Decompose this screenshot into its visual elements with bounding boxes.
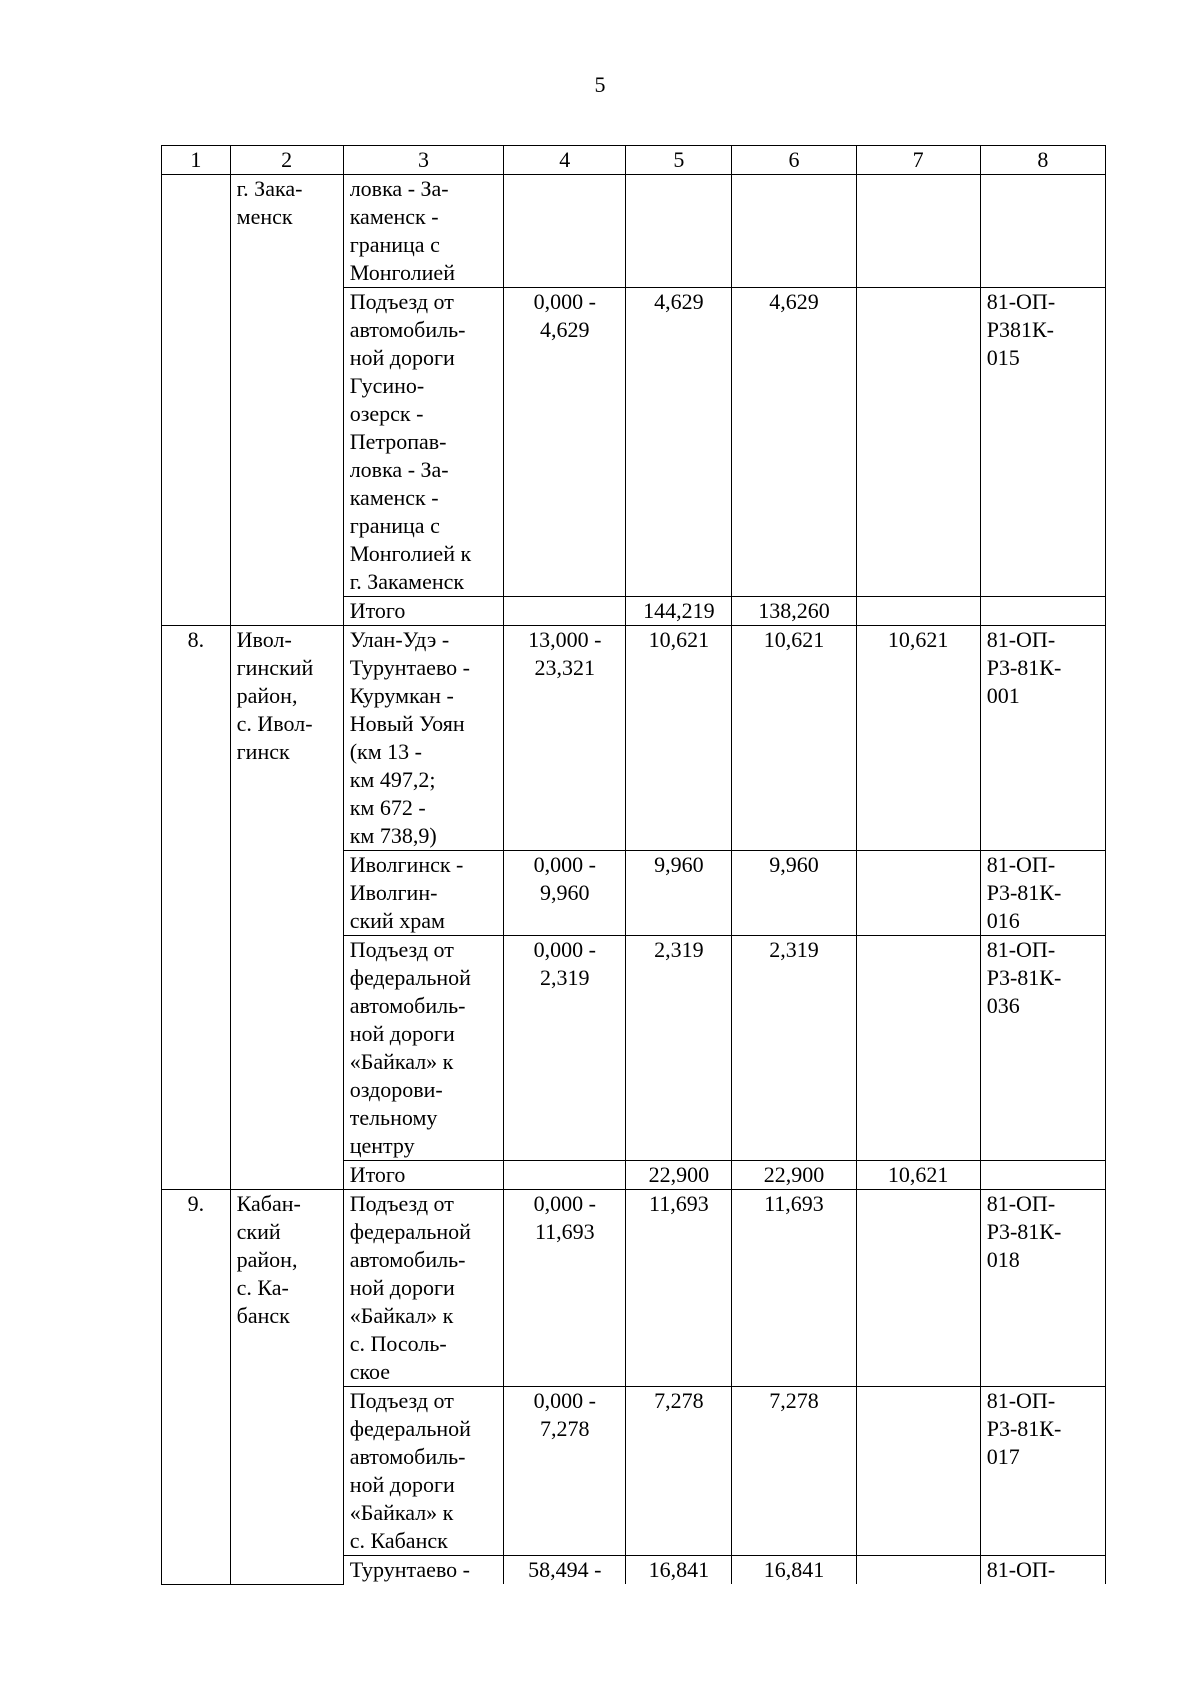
row-number-cell: 9. [162, 1190, 231, 1585]
length-cell: 11,693 [732, 1190, 856, 1387]
column-header: 6 [732, 146, 856, 175]
road-id-cell: 81-ОП- Р3-81К- 036 [980, 936, 1105, 1161]
length-cell: 16,841 [732, 1556, 856, 1585]
road-name-cell: Подъезд от федеральной автомобиль- ной дороги «Байкал» к оздорови- тельному центру [343, 936, 504, 1161]
km-range-cell: 0,000 - 7,278 [504, 1387, 626, 1556]
length-cell: 11,693 [626, 1190, 732, 1387]
length-cell: 144,219 [626, 597, 732, 626]
column-header: 1 [162, 146, 231, 175]
column-header: 7 [856, 146, 980, 175]
km-range-cell [504, 1161, 626, 1190]
value-cell [856, 1556, 980, 1585]
length-cell: 9,960 [732, 851, 856, 936]
road-id-cell: 81-ОП- Р3-81К- 001 [980, 626, 1105, 851]
road-id-cell [980, 597, 1105, 626]
roads-table [161, 145, 1106, 1585]
value-cell [856, 851, 980, 936]
road-name-cell: ловка - За- каменск - граница с Монголией [343, 175, 504, 288]
length-cell: 4,629 [732, 288, 856, 597]
column-header: 3 [343, 146, 504, 175]
value-cell [856, 288, 980, 597]
district-cell: Кабан- ский район, с. Ка- банск [230, 1190, 343, 1585]
road-id-cell [980, 1161, 1105, 1190]
row-number-cell [162, 175, 231, 626]
table-row [162, 1190, 1106, 1387]
km-range-cell [504, 597, 626, 626]
km-range-cell: 0,000 - 2,319 [504, 936, 626, 1161]
length-cell: 22,900 [732, 1161, 856, 1190]
value-cell [856, 597, 980, 626]
column-header: 4 [504, 146, 626, 175]
value-cell [856, 936, 980, 1161]
km-range-cell [504, 175, 626, 288]
road-id-cell: 81-ОП- Р3-81К- 016 [980, 851, 1105, 936]
length-cell: 4,629 [626, 288, 732, 597]
km-range-cell: 0,000 - 9,960 [504, 851, 626, 936]
total-label-cell: Итого [343, 1161, 504, 1190]
road-id-cell [980, 175, 1105, 288]
value-cell: 10,621 [856, 626, 980, 851]
length-cell: 2,319 [626, 936, 732, 1161]
value-cell: 10,621 [856, 1161, 980, 1190]
length-cell [626, 175, 732, 288]
road-id-cell: 81-ОП- [980, 1556, 1105, 1585]
total-label-cell: Итого [343, 597, 504, 626]
road-name-cell: Иволгинск - Иволгин- ский храм [343, 851, 504, 936]
road-name-cell: Улан-Удэ - Турунтаево - Курумкан - Новый Уоян (км 13 - км 497,2; км 672 - км 738,9) [343, 626, 504, 851]
length-cell [732, 175, 856, 288]
length-cell: 7,278 [626, 1387, 732, 1556]
road-id-cell: 81-ОП- Р3-81К- 018 [980, 1190, 1105, 1387]
row-number-cell: 8. [162, 626, 231, 1190]
length-cell: 2,319 [732, 936, 856, 1161]
length-cell: 138,260 [732, 597, 856, 626]
length-cell: 10,621 [732, 626, 856, 851]
table-row [162, 175, 1106, 288]
length-cell: 10,621 [626, 626, 732, 851]
road-name-cell: Турунтаево - [343, 1556, 504, 1585]
table-header-row [162, 146, 1106, 175]
length-cell: 9,960 [626, 851, 732, 936]
road-name-cell: Подъезд от федеральной автомобиль- ной дороги «Байкал» к с. Посоль- ское [343, 1190, 504, 1387]
length-cell: 22,900 [626, 1161, 732, 1190]
km-range-cell: 0,000 - 4,629 [504, 288, 626, 597]
table-row [162, 626, 1106, 851]
district-cell: Ивол- гинский район, с. Ивол- гинск [230, 626, 343, 1190]
column-header: 8 [980, 146, 1105, 175]
district-cell: г. Зака- менск [230, 175, 343, 626]
road-id-cell: 81-ОП- Р3-81К- 017 [980, 1387, 1105, 1556]
column-header: 2 [230, 146, 343, 175]
road-name-cell: Подъезд от автомобиль- ной дороги Гусино- озерск - Петропав- ловка - За- каменск - граница с Монголией к г. Закаменск [343, 288, 504, 597]
km-range-cell: 58,494 - [504, 1556, 626, 1585]
km-range-cell: 0,000 - 11,693 [504, 1190, 626, 1387]
value-cell [856, 1387, 980, 1556]
km-range-cell: 13,000 - 23,321 [504, 626, 626, 851]
page-number: 5 [594, 72, 606, 97]
value-cell [856, 1190, 980, 1387]
road-name-cell: Подъезд от федеральной автомобиль- ной дороги «Байкал» к с. Кабанск [343, 1387, 504, 1556]
length-cell: 7,278 [732, 1387, 856, 1556]
value-cell [856, 175, 980, 288]
column-header: 5 [626, 146, 732, 175]
road-id-cell: 81-ОП- Р381К- 015 [980, 288, 1105, 597]
length-cell: 16,841 [626, 1556, 732, 1585]
